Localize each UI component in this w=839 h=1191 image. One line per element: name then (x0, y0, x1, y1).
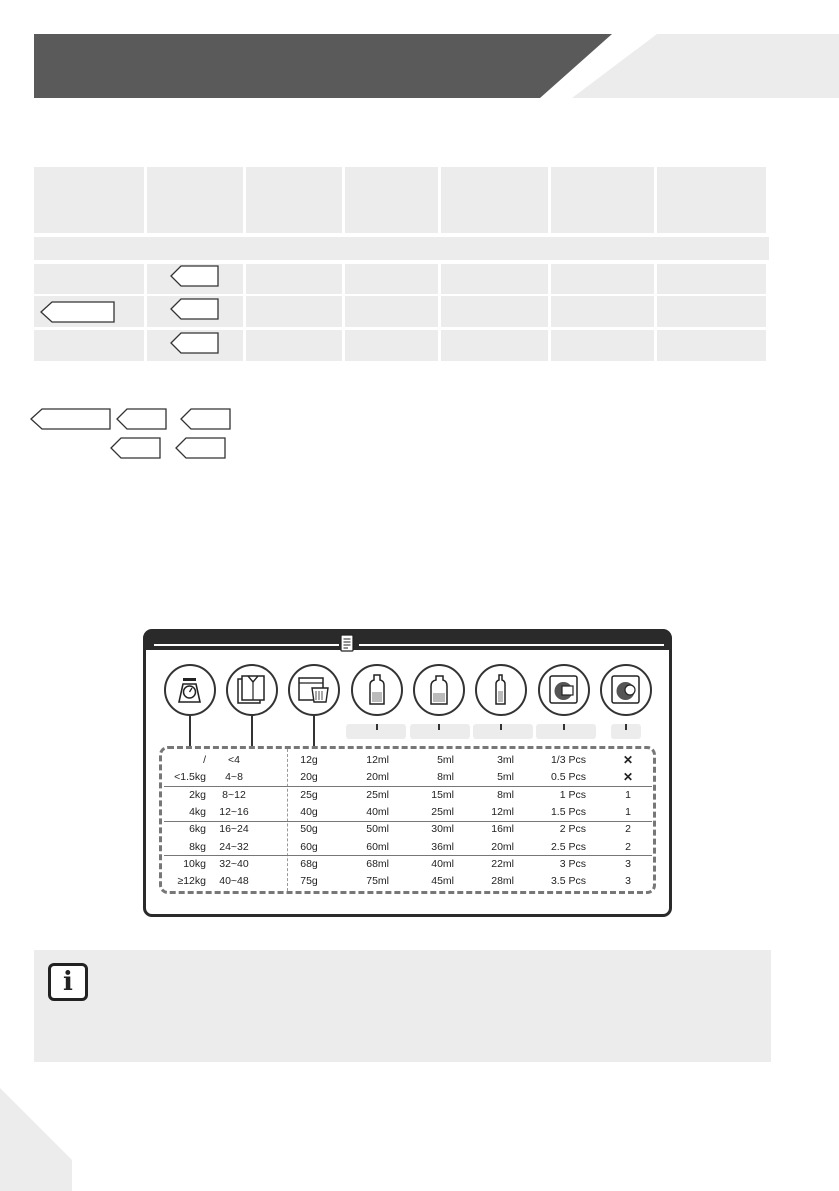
cell-additive: 22ml (491, 857, 514, 870)
cell-additive: 20ml (491, 840, 514, 853)
cell-additive: 16ml (491, 823, 514, 836)
detergent-bottle-icon (351, 664, 403, 716)
table-row (34, 330, 769, 361)
arrow-tag (170, 332, 220, 354)
cell-pods: 3 (625, 857, 631, 870)
cell-weight: 2kg (189, 788, 206, 801)
cell-liquid: 75ml (366, 875, 389, 888)
cell-items: 32~40 (219, 857, 249, 870)
cell-pods: 2 (625, 840, 631, 853)
cell-powder: 50g (300, 823, 318, 836)
cell-items: 8~12 (222, 788, 246, 801)
cell-items: <4 (228, 754, 240, 766)
cell-softener: 5ml (437, 754, 454, 766)
header-banner (0, 0, 839, 110)
arrow-tag (175, 437, 227, 459)
cell-weight: 8kg (189, 840, 206, 853)
cell-tablets: 3.5 Pcs (550, 875, 586, 888)
spray-bottle-icon (475, 664, 527, 716)
cell-items: 24~32 (219, 840, 249, 853)
cell-items: 40~48 (219, 875, 249, 888)
cell-softener: 45ml (431, 875, 454, 888)
cell-pods: ✕ (622, 753, 634, 767)
cell-items: 12~16 (219, 805, 249, 818)
softener-bottle-icon (413, 664, 465, 716)
cell-powder: 68g (300, 857, 318, 870)
cell-items: 16~24 (219, 823, 249, 836)
pod-drum-icon (600, 664, 652, 716)
cell-powder: 75g (300, 875, 318, 888)
cell-powder: 60g (300, 840, 318, 853)
tablet-drum-icon (538, 664, 590, 716)
powder-basket-icon (288, 664, 340, 716)
cell-additive: 3ml (497, 754, 514, 766)
arrow-tag (170, 265, 220, 287)
cell-weight: 10kg (183, 857, 206, 870)
cell-powder: 12g (300, 754, 318, 766)
cell-softener: 30ml (431, 823, 454, 836)
card-header-line-left (154, 644, 339, 646)
arrow-tag (40, 300, 116, 324)
cell-additive: 8ml (497, 788, 514, 801)
table-span-row (34, 237, 769, 260)
cell-liquid: 68ml (366, 857, 389, 870)
arrow-tag (110, 437, 162, 459)
cell-pods: 3 (625, 875, 631, 888)
cell-tablets: 0.5 Pcs (550, 771, 586, 784)
row-separator (164, 855, 652, 856)
cell-liquid: 12ml (366, 754, 389, 766)
info-box (34, 950, 771, 1062)
scale-icon (164, 664, 216, 716)
table-row (34, 264, 769, 294)
cell-powder: 40g (300, 805, 318, 818)
card-header-line-right (359, 644, 664, 646)
cell-pods: ✕ (622, 770, 634, 785)
document-list-icon (338, 634, 356, 652)
cell-liquid: 60ml (366, 840, 389, 853)
cell-softener: 25ml (431, 805, 454, 818)
cell-items: 4~8 (225, 771, 243, 784)
row-separator (164, 821, 652, 822)
cell-liquid: 50ml (366, 823, 389, 836)
arrow-tag (180, 408, 232, 430)
cell-pods: 2 (625, 823, 631, 836)
card-header-bar (146, 632, 669, 650)
cell-additive: 28ml (491, 875, 514, 888)
cell-tablets: 3 Pcs (559, 857, 586, 870)
row-separator (164, 786, 652, 787)
arrow-tag (116, 408, 168, 430)
cell-weight: <1.5kg (174, 771, 206, 784)
cell-pods: 1 (625, 805, 631, 818)
cell-tablets: 1.5 Pcs (550, 805, 586, 818)
cell-weight: 4kg (189, 805, 206, 818)
cell-additive: 5ml (497, 771, 514, 784)
cell-weight: ≥12kg (177, 875, 206, 888)
cell-weight: / (203, 754, 206, 766)
cell-tablets: 2.5 Pcs (550, 840, 586, 853)
info-icon: i (48, 963, 88, 1001)
table-header-row (34, 167, 769, 233)
cell-powder: 20g (300, 771, 318, 784)
cell-tablets: 1/3 Pcs (550, 754, 586, 766)
arrow-tag (170, 298, 220, 320)
cell-liquid: 40ml (366, 805, 389, 818)
cell-pods: 1 (625, 788, 631, 801)
cell-weight: 6kg (189, 823, 206, 836)
arrow-tag (30, 408, 112, 430)
cell-liquid: 25ml (366, 788, 389, 801)
clothes-icon (226, 664, 278, 716)
cell-tablets: 2 Pcs (559, 823, 586, 836)
dosage-card (143, 629, 672, 917)
cell-tablets: 1 Pcs (559, 788, 586, 801)
cell-softener: 8ml (437, 771, 454, 784)
connector-lines (146, 716, 669, 748)
cell-softener: 36ml (431, 840, 454, 853)
cell-additive: 12ml (491, 805, 514, 818)
cell-powder: 25g (300, 788, 318, 801)
cell-softener: 15ml (431, 788, 454, 801)
cell-liquid: 20ml (366, 771, 389, 784)
cell-softener: 40ml (431, 857, 454, 870)
page-corner-tab (0, 1088, 80, 1191)
table-row (34, 296, 769, 327)
